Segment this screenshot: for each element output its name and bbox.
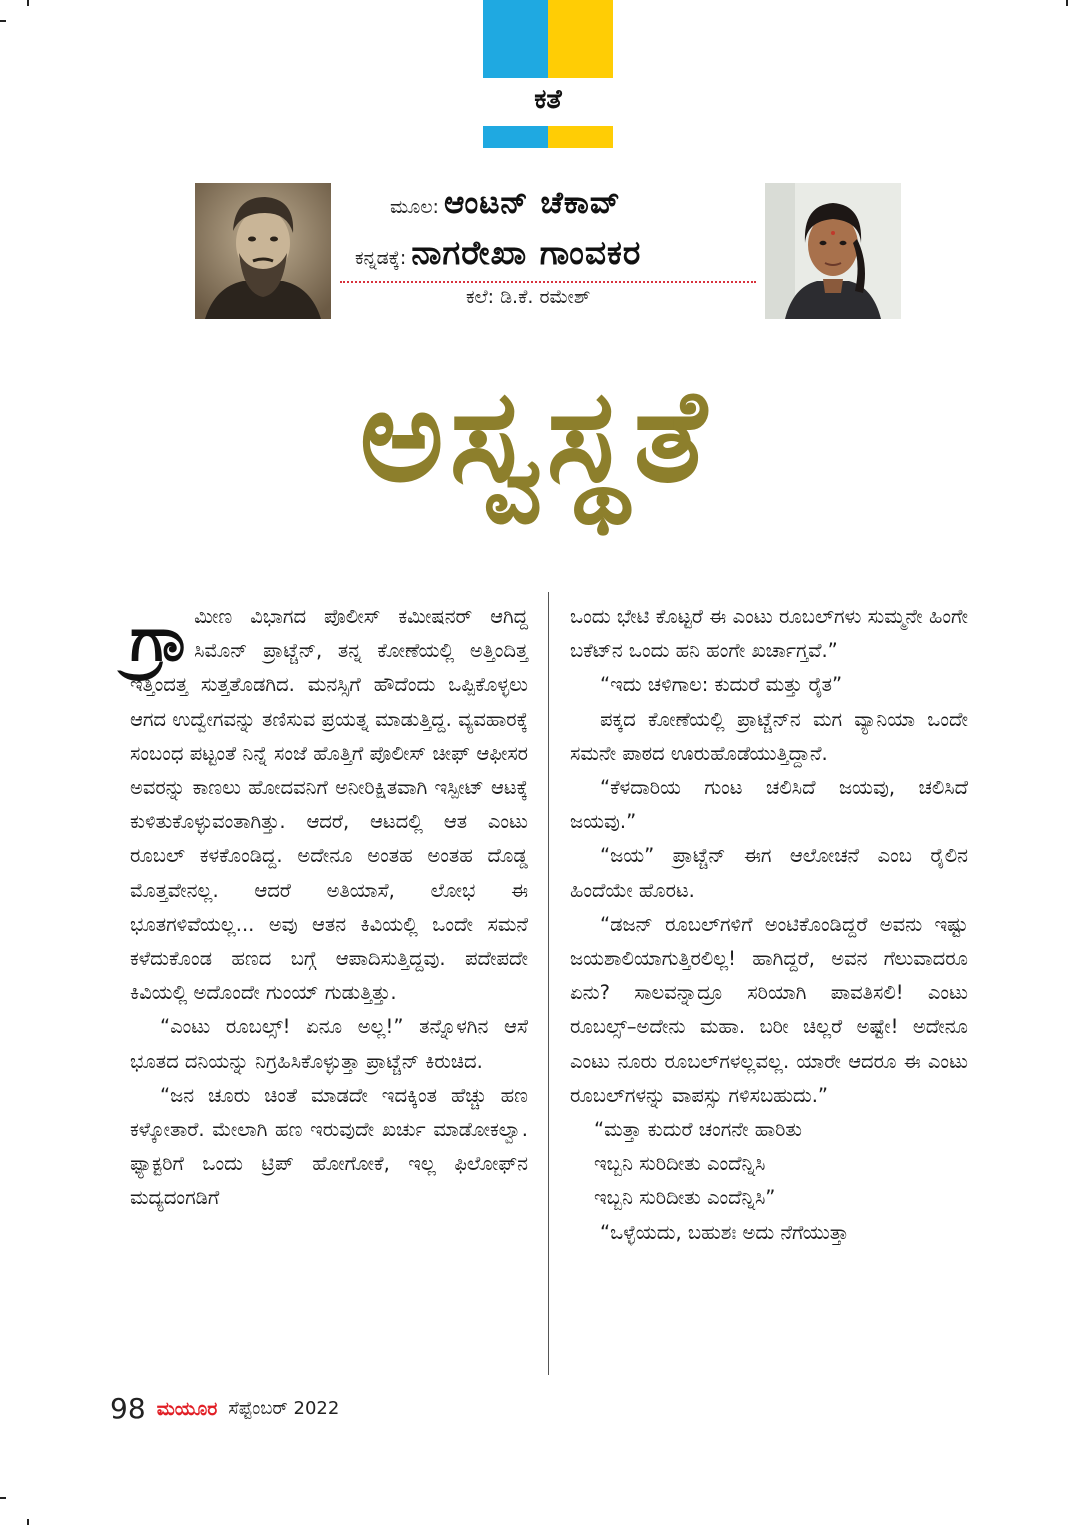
dotted-divider <box>340 281 756 283</box>
section-color-blue <box>483 126 548 148</box>
paragraph: “ಒಳ್ಳೆಯದು, ಬಹುಶಃ ಅದು ನೆಗೆಯುತ್ತಾ <box>600 1220 849 1244</box>
art-credit: ಕಲೆ: ಡಿ.ಕೆ. ರಮೇಶ್ <box>466 286 591 308</box>
translator-credit <box>355 233 641 273</box>
story-title-wrap <box>0 352 1072 522</box>
paragraph: “ಡಜನ್ ರೂಬಲ್‌ಗಳಿಗೆ ಅಂಟಿಕೊಂಡಿದ್ದರೆ ಅವನು ಇಷ್ಟು ಜಯಶಾಲಿಯಾಗುತ್ತಿರಲಿಲ್ಲ! ಹಾಗಿದ್ದರೆ, ಅವನ ಗೆಲುವಾದರೂ ಏನು? ಸಾಲವನ್ನಾದ್ರೂ ಸರಿಯಾಗಿ ಪಾವತಿಸಲಿ! ಎಂಟು ರೂಬಲ್ಸ್–ಅದೇನು ಮಹಾ. ಬರೀ ಚಿಲ್ಲರೆ ಅಷ್ಟೇ! ಅದೇನೂ ಎಂಟು ನೂರು ರೂಬಲ್‌ಗಳಲ್ಲವಲ್ಲ. ಯಾರೇ ಆದರೂ ಈ ಎಂಟು ರೂಬಲ್‌ಗಳನ್ನು ವಾಪಸ್ಸು ಗಳಿಸಬಹುದು.” <box>570 912 968 1107</box>
story-title: ಅಸ್ವಸ್ಥತೆ <box>359 362 713 511</box>
original-author-name: ಆಂಟನ್ ಚೆಕಾವ್ <box>444 185 621 221</box>
translator-name: ನಾಗರೇಖಾ ಗಾಂವಕರ <box>411 233 642 272</box>
section-color-block-bottom <box>483 126 613 148</box>
paragraph <box>130 600 528 1010</box>
paragraph: “ಕೆಳದಾರಿಯ ಗುಂಟ ಚಲಿಸಿದೆ ಜಯವು, ಚಲಿಸಿದೆ ಜಯವು.” <box>570 776 968 834</box>
paragraph: “ಜಯ” ಪ್ರಾಟ್ಚೆನ್ ಈಗ ಆಲೋಚನೆ ಎಂಬ ರೈಲಿನ ಹಿಂದೆಯೇ ಹೊರಟ. <box>570 844 968 902</box>
crop-mark <box>27 1519 29 1525</box>
magazine-name: ಮಯೂರ <box>156 1397 218 1420</box>
paragraph-text: ಮೀಣ ವಿಭಾಗದ ಪೊಲೀಸ್ ಕಮೀಷನರ್ ಆಗಿದ್ದ ಸಿಮೊನ್ ಪ್ರಾಟ್ಚೆನ್, ತನ್ನ ಕೋಣೆಯಲ್ಲಿ ಅತ್ತಿಂದಿತ್ತ ಇತ್ತಿಂದತ್ತ ಸುತ್ತತೊಡಗಿದ. ಮನಸ್ಸಿಗೆ ಹೌದೆಂದು ಒಪ್ಪಿಕೊಳ್ಳಲು ಆಗದ ಉದ್ವೇಗವನ್ನು ತಣಿಸುವ ಪ್ರಯತ್ನ ಮಾಡುತ್ತಿದ್ದ. ವ್ಯವಹಾರಕ್ಕೆ ಸಂಬಂಧ ಪಟ್ಟಂತೆ ನಿನ್ನೆ ಸಂಜೆ ಹೊತ್ತಿಗೆ ಪೊಲೀಸ್ ಚೀಫ್ ಆಫೀಸರ ಅವರನ್ನು ಕಾಣಲು ಹೋದವನಿಗೆ ಅನೀರಿಕ್ಷಿತವಾಗಿ ಇಸ್ಪೀಟ್ ಆಟಕ್ಕೆ ಕುಳಿತುಕೊಳ್ಳುವಂತಾಗಿತ್ತು. ಆದರೆ, ಆಟದಲ್ಲಿ ಆತ ಎಂಟು ರೂಬಲ್ ಕಳಕೊಂಡಿದ್ದ. ಅದೇನೂ ಅಂತಹ ಅಂತಹ ದೊಡ್ಡ ಮೊತ್ತವೇನಲ್ಲ. ಆದರೆ ಅತಿಯಾಸೆ, ಲೋಭ ಈ ಭೂತಗಳಿವೆಯಲ್ಲ... ಅವು ಆತನ ಕಿವಿಯಲ್ಲಿ ಒಂದೇ ಸಮನೆ ಕಳೆದುಕೊಂಡ ಹಣದ ಬಗ್ಗೆ ಆಪಾದಿಸುತ್ತಿದ್ದವು. ಪದೇಪದೇ ಕಿವಿಯಲ್ಲಿ ಅದೊಂದೇ ಗುಂಯ್ ಗುಡುತ್ತಿತ್ತು. <box>130 605 528 1005</box>
translator-photo <box>765 183 901 319</box>
verse-line: “ಮತ್ತಾ ಕುದುರೆ ಚಂಗನೇ ಹಾರಿತು <box>594 1118 802 1142</box>
drop-cap: ಗ್ರಾ <box>130 602 189 675</box>
paragraph: “ಎಂಟು ರೂಬಲ್ಸ್! ಏನೂ ಅಲ್ಲ!” ತನ್ನೊಳಗಿನ ಆಸೆ ಭೂತದ ದನಿಯನ್ನು ನಿಗ್ರಹಿಸಿಕೊಳ್ಳುತ್ತಾ ಪ್ರಾಟ್ಚೆನ್ ಕಿರುಚಿದ. <box>130 1015 528 1073</box>
paragraph: ಒಂದು ಭೇಟಿ ಕೊಟ್ಟರೆ ಈ ಎಂಟು ರೂಬಲ್‌ಗಳು ಸುಮ್ಮನೇ ಹಿಂಗೇ ಬಕೆಟ್‌ನ ಒಂದು ಹನಿ ಹಂಗೇ ಖರ್ಚಾಗ್ತವೆ.” <box>570 605 968 663</box>
original-author-credit <box>390 185 621 222</box>
crop-mark <box>0 20 6 22</box>
author-portrait <box>195 183 331 319</box>
crop-mark <box>27 0 29 6</box>
section-label: ಕತೆ <box>534 84 562 115</box>
section-color-yellow <box>548 126 613 148</box>
original-label: ಮೂಲ: <box>390 196 439 218</box>
page-number: 98 <box>110 1392 146 1425</box>
paragraph: “ಜನ ಚೂರು ಚಿಂತೆ ಮಾಡದೇ ಇದಕ್ಕಿಂತ ಹೆಚ್ಚು ಹಣ ಕಳ್ಕೋತಾರೆ. ಮೇಲಾಗಿ ಹಣ ಇರುವುದೇ ಖರ್ಚು ಮಾಡೋಕಲ್ವಾ. ಫ್ಯಾಕ್ಟರಿಗೆ ಒಂದು ಟ್ರಿಪ್ ಹೋಗೋಕೆ, ಇಲ್ಲ ಫಿಲೋಫ್‌ನ ಮದ್ಯದಂಗಡಿಗೆ <box>130 1083 528 1210</box>
paragraph: “ಇದು ಚಳಿಗಾಲ: ಕುದುರೆ ಮತ್ತು ರೈತ” <box>600 673 843 697</box>
section-color-blue <box>483 0 548 78</box>
section-color-block-top <box>483 0 613 78</box>
paragraph: ಪಕ್ಕದ ಕೋಣೆಯಲ್ಲಿ ಪ್ರಾಟ್ಚೆನ್‌ನ ಮಗ ವ್ಯಾನಿಯಾ ಒಂದೇ ಸಮನೇ ಪಾಠದ ಊರುಹೊಡೆಯುತ್ತಿದ್ದಾನೆ. <box>570 707 968 765</box>
crop-mark <box>0 1497 6 1499</box>
crop-mark <box>1066 0 1068 6</box>
body-column-right <box>570 600 968 1250</box>
verse-line: ಇಬ್ಬನಿ ಸುರಿದೀತು ಎಂದೆನ್ನಿಸಿ” <box>594 1186 776 1210</box>
column-divider <box>548 592 549 1375</box>
translator-label: ಕನ್ನಡಕ್ಕೆ: <box>355 247 407 269</box>
body-column-left <box>130 600 528 1216</box>
verse-line: ಇಬ್ಬನಿ ಸುರಿದೀತು ಎಂದೆನ್ನಿಸಿ <box>594 1152 766 1176</box>
section-color-yellow <box>548 0 613 78</box>
page-footer <box>110 1392 339 1425</box>
issue-date: ಸೆಪ್ಟೆಂಬರ್ 2022 <box>228 1398 340 1419</box>
